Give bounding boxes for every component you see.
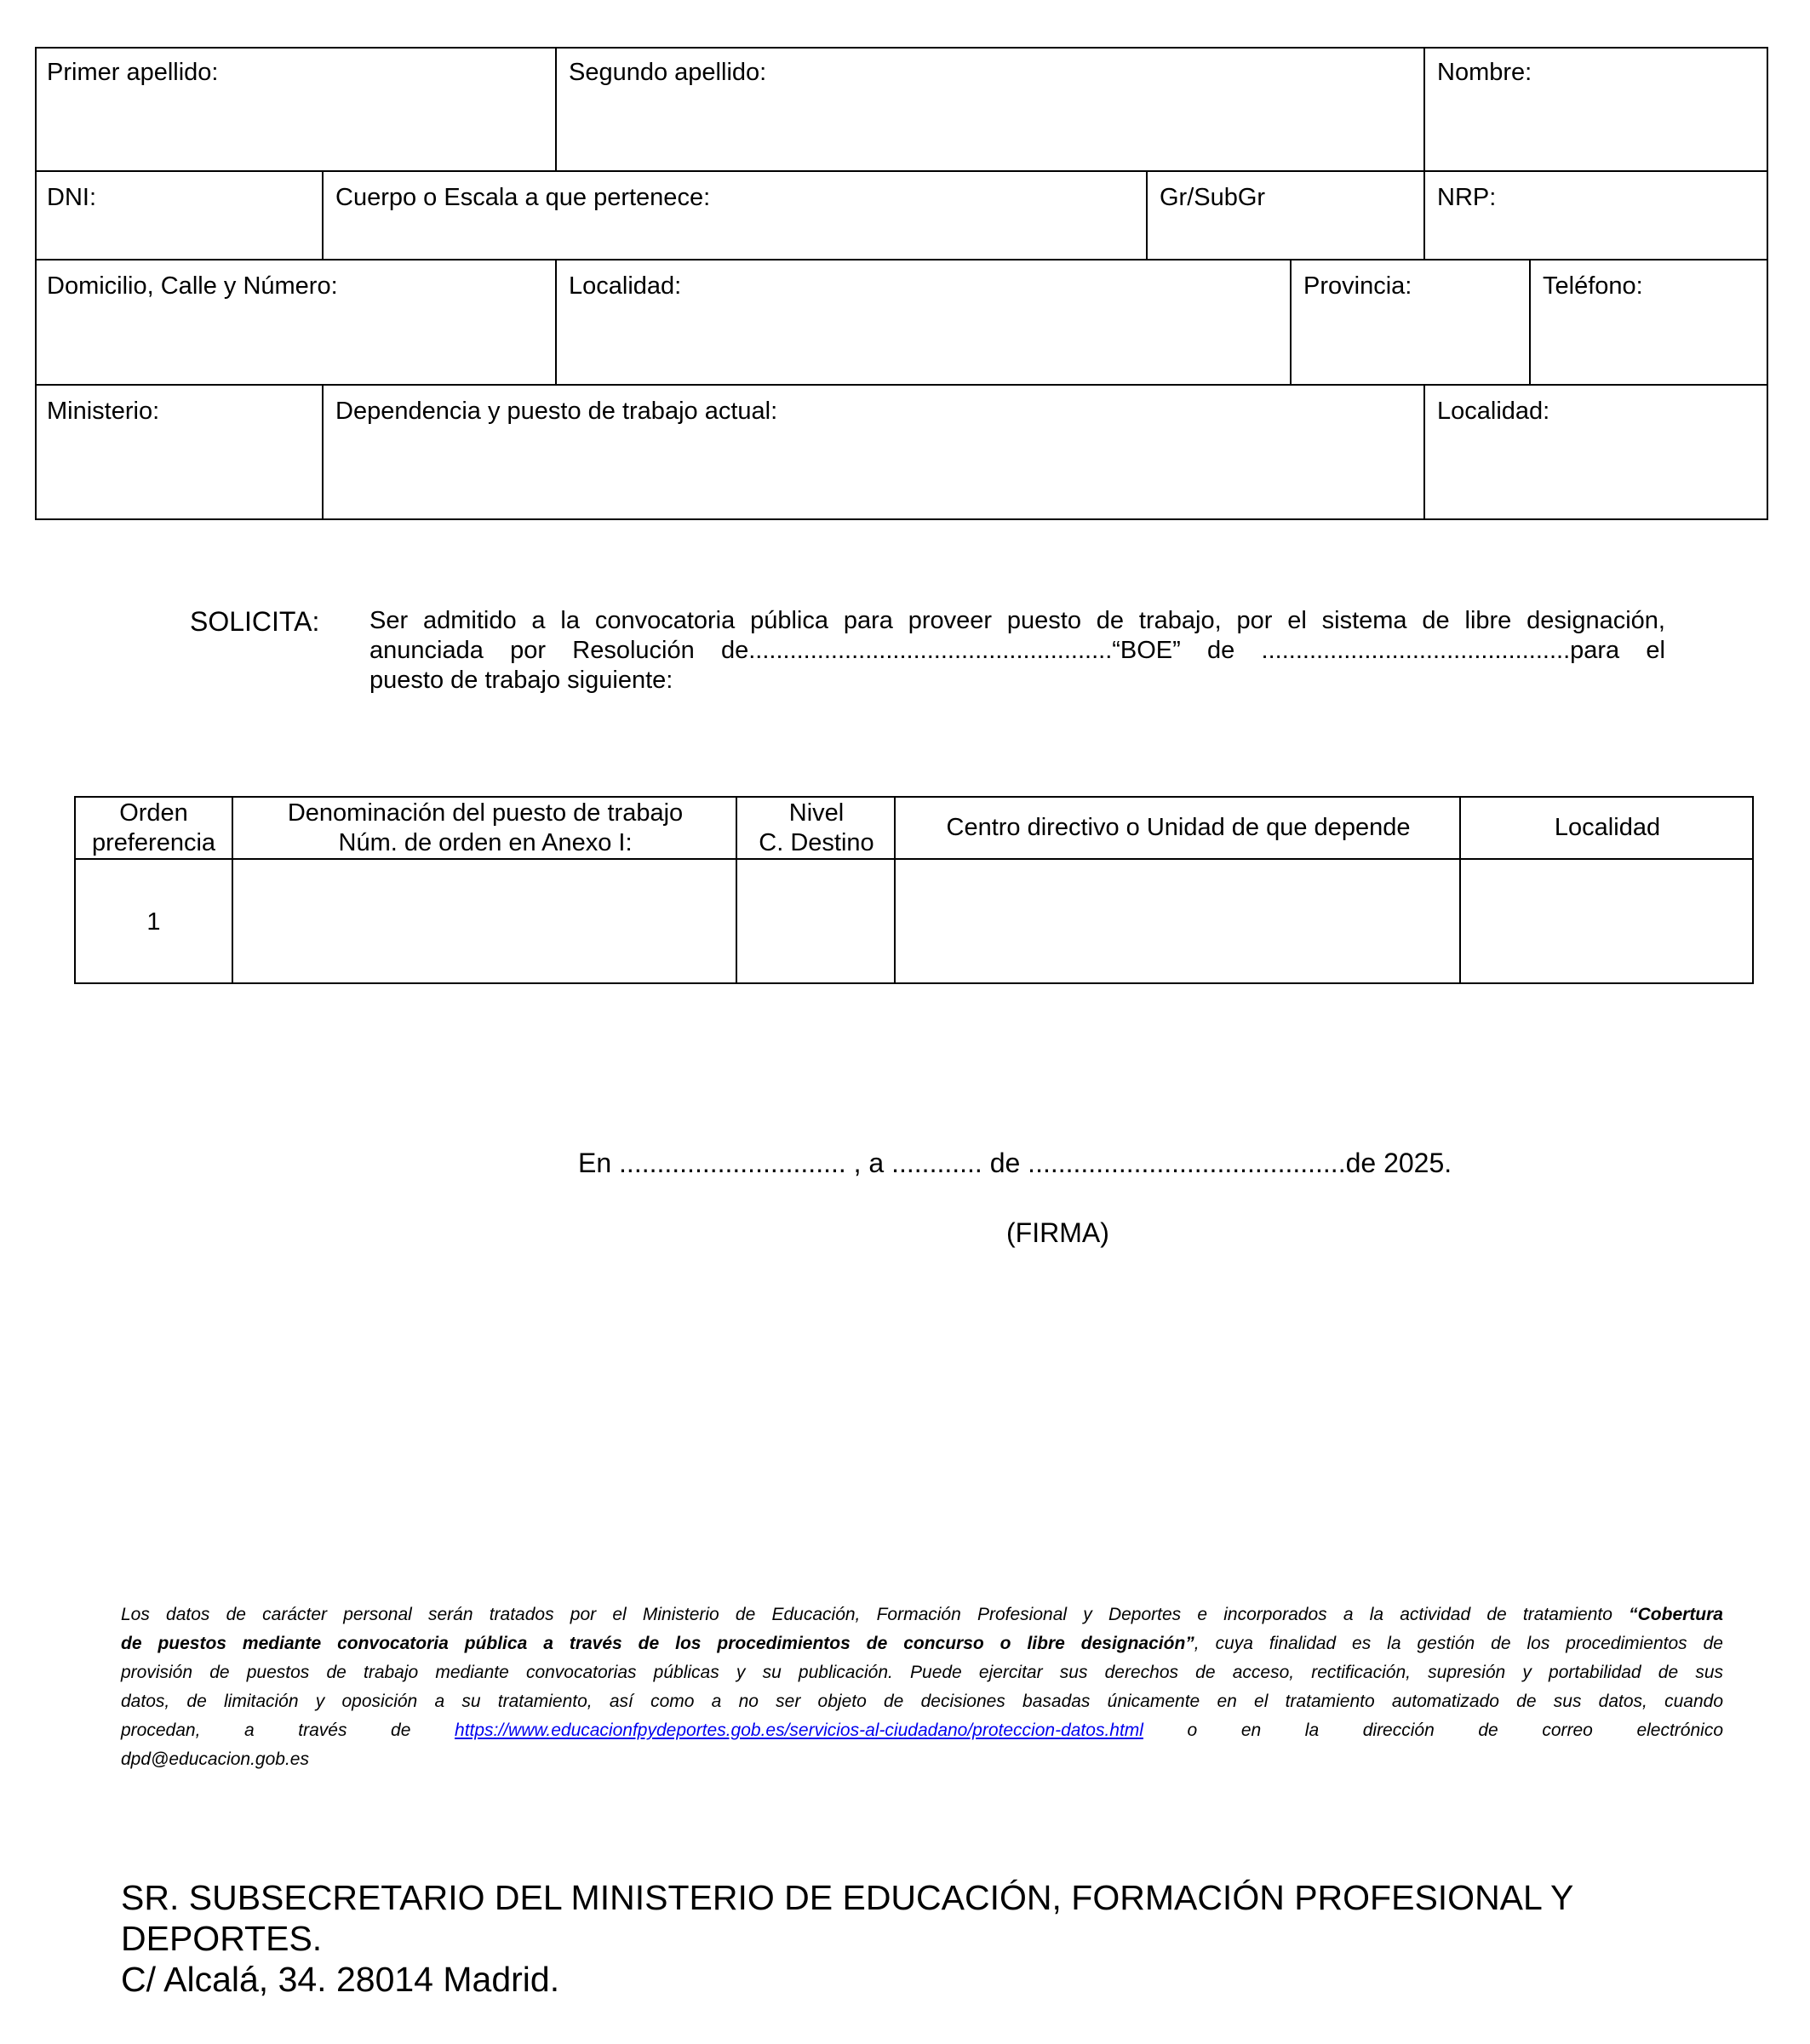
field-telefono[interactable] [1529,259,1768,386]
header-denominacion [232,796,737,860]
cell-centro-directivo[interactable] [894,858,1461,984]
legal-bold-text: de puestos mediante convocatoria pública a través de los procedimientos de concurso o libre designación” [121,1634,1194,1653]
solicita-line: anunciada por Resolución de.....................................................“BOE” de .............................................para el [369,637,1665,664]
field-label: Segundo apellido: [569,59,767,86]
solicita-text [369,606,1665,696]
field-provincia[interactable] [1290,259,1531,386]
legal-line [121,1600,1723,1629]
field-primer-apellido[interactable] [35,47,557,172]
field-label: Localidad: [1437,398,1550,425]
solicita-line: puesto de trabajo siguiente: [369,667,673,694]
legal-line [121,1716,1723,1745]
field-label: Teléfono: [1543,272,1643,300]
header-nivel [736,796,896,860]
field-label: Cuerpo o Escala a que pertenece: [335,184,711,211]
field-localidad[interactable] [555,259,1292,386]
field-cuerpo-escala[interactable] [322,170,1148,261]
protection-data-link[interactable]: https://www.educacionfpydeportes.gob.es/servicios-al-ciudadano/proteccion-datos.html [455,1721,1143,1740]
header-line: C. Destino [759,828,874,856]
solicita-label: SOLICITA: [190,606,320,637]
field-label: Nombre: [1437,59,1532,86]
positions-table [74,796,1754,984]
data-protection-notice [121,1600,1723,1774]
cell-denominacion[interactable] [232,858,737,984]
header-line: Denominación del puesto de trabajo [287,799,684,827]
field-label: DNI: [47,184,96,211]
field-dni[interactable] [35,170,324,261]
legal-text: o en la dirección de correo electrónico [1143,1721,1723,1740]
legal-line: provisión de puestos de trabajo mediante convocatorias públicas y su publicación. Puede ejercitar sus derechos de acceso, rectificación, supresión y portabilidad de sus [121,1663,1723,1682]
field-nombre[interactable] [1423,47,1768,172]
field-label: Gr/SubGr [1160,184,1266,211]
header-line: Núm. de orden en Anexo I: [338,828,633,856]
field-dependencia-puesto[interactable] [322,384,1425,520]
legal-text: procedan, a través de [121,1721,455,1740]
signature-label: (FIRMA) [1006,1217,1109,1248]
legal-text: Los datos de carácter personal serán tratados por el Ministerio de Educación, Formación Profesional y Deportes e incorporados a la actividad de tratamiento [121,1605,1630,1624]
legal-line [121,1629,1723,1658]
field-label: Domicilio, Calle y Número: [47,272,338,300]
legal-line: datos, de limitación y oposición a su tratamiento, así como a no ser objeto de decisiones basadas únicamente en el tratamiento automatizado de sus datos, cuando [121,1692,1723,1711]
header-orden-preferencia [74,796,233,860]
header-line: preferencia [91,828,216,856]
cell-value: 1 [146,907,161,936]
cell-nivel[interactable] [736,858,896,984]
field-label: Primer apellido: [47,59,219,86]
address-line: DEPORTES. [121,1919,323,1958]
field-domicilio[interactable] [35,259,557,386]
address-line: C/ Alcalá, 34. 28014 Madrid. [121,1960,560,1999]
field-localidad-trabajo[interactable] [1423,384,1768,520]
header-centro-directivo [894,796,1461,860]
header-line: Nivel [788,799,845,827]
field-label: Localidad: [569,272,682,300]
field-segundo-apellido[interactable] [555,47,1425,172]
field-label: Provincia: [1303,272,1412,300]
personal-data-table [35,47,1768,520]
field-label: Ministerio: [47,398,160,425]
solicita-line: Ser admitido a la convocatoria pública para proveer puesto de trabajo, por el sistema de libre designación, [369,607,1665,634]
field-ministerio[interactable] [35,384,324,520]
header-line: Localidad [1554,814,1661,841]
place-date-line: En .............................. , a ............ de ..........................................de 2025. [578,1148,1452,1178]
header-line: Centro directivo o Unidad de que depende [946,814,1411,841]
legal-bold-text: “Cobertura [1629,1605,1723,1624]
cell-localidad[interactable] [1459,858,1754,984]
header-line: Orden [119,799,188,827]
field-nrp[interactable] [1423,170,1768,261]
legal-email: dpd@educacion.gob.es [121,1749,309,1769]
field-gr-subgr[interactable] [1146,170,1425,261]
cell-orden [74,858,233,984]
header-localidad [1459,796,1754,860]
address-line: SR. SUBSECRETARIO DEL MINISTERIO DE EDUCACIÓN, FORMACIÓN PROFESIONAL Y [121,1878,1574,1917]
field-label: Dependencia y puesto de trabajo actual: [335,398,778,425]
field-label: NRP: [1437,184,1497,211]
recipient-address [121,1877,1573,2000]
legal-text: , cuya finalidad es la gestión de los procedimientos de [1194,1634,1723,1653]
